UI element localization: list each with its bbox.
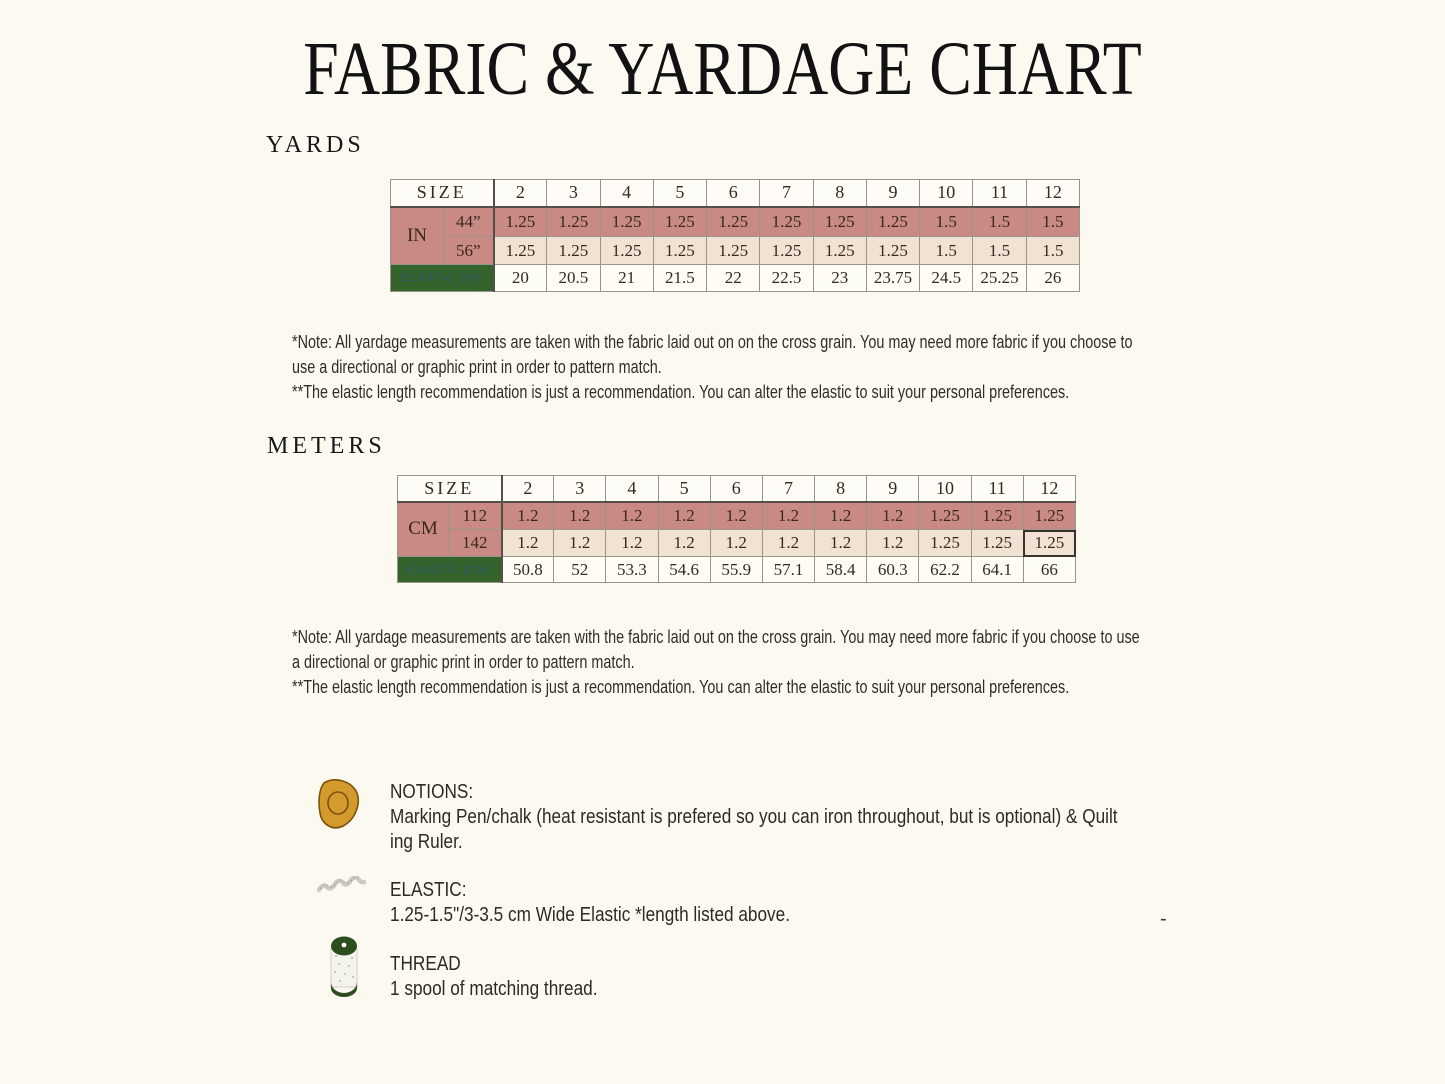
size-col-header: 8 [815,476,867,502]
value-cell: 1.5 [1026,237,1079,265]
elastic-value-cell: 26 [1026,265,1079,292]
size-col-header: 9 [866,180,919,207]
elastic-section [390,878,855,928]
notions-section [390,780,1236,855]
value-cell: 1.25 [653,237,706,265]
elastic-label-cell: ELASTIC (IN) [391,265,494,292]
size-col-header: 4 [600,180,653,207]
unit-cell: CM [398,502,449,557]
elastic-value-cell: 52 [554,557,606,583]
value-cell: 1.25 [494,207,547,237]
value-cell: 1.25 [760,207,813,237]
elastic-value-cell: 64.1 [971,557,1023,583]
elastic-value-cell: 53.3 [606,557,658,583]
value-cell: 1.25 [971,502,1023,530]
thread-spool-icon [326,936,362,1003]
size-col-header: 10 [920,180,973,207]
elastic-value-cell: 22 [707,265,760,292]
meters-elastic-row [398,557,1076,583]
size-col-header: 7 [760,180,813,207]
elastic-strip-icon [316,876,366,903]
meters-header-row [398,476,1076,502]
elastic-value-cell: 57.1 [762,557,814,583]
value-cell: 1.2 [867,502,919,530]
value-cell: 1.5 [920,207,973,237]
elastic-heading: ELASTIC: [390,879,467,901]
notions-heading: NOTIONS: [390,781,474,803]
value-cell: 1.2 [658,530,710,557]
yards-header-row [391,180,1080,207]
width-label-cell: 142 [449,530,502,557]
value-cell: 1.5 [973,237,1026,265]
elastic-value-cell: 50.8 [502,557,554,583]
elastic-value-cell: 24.5 [920,265,973,292]
note-line: use a directional or graphic print in order to pattern match. [292,357,662,377]
value-cell: 1.2 [762,502,814,530]
elastic-value-cell: 20 [494,265,547,292]
value-cell: 1.25 [1023,502,1075,530]
value-cell: 1.2 [710,530,762,557]
value-cell: 1.2 [502,530,554,557]
note-line: *Note: All yardage measurements are taken with the fabric laid out on the cross grain. You may need more fabric if you choose to use [292,627,1140,647]
value-cell: 1.5 [1026,207,1079,237]
stray-dash: - [1160,908,1167,930]
size-col-header: 10 [919,476,971,502]
value-cell: 1.25 [600,237,653,265]
elastic-value-cell: 60.3 [867,557,919,583]
size-col-header: 2 [502,476,554,502]
width-label-cell: 112 [449,502,502,530]
value-cell: 1.25 [547,237,600,265]
meters-table [397,475,1076,583]
elastic-value-cell: 22.5 [760,265,813,292]
yards-56-row [391,237,1080,265]
size-col-header: 11 [973,180,1026,207]
value-cell: 1.2 [658,502,710,530]
elastic-value-cell: 23.75 [866,265,919,292]
thread-heading: THREAD [390,953,461,975]
page-title: FABRIC & YARDAGE CHART [303,27,1142,111]
value-cell: 1.2 [815,502,867,530]
unit-cell: IN [391,207,444,265]
value-cell: 1.25 [653,207,706,237]
value-cell: 1.2 [762,530,814,557]
value-cell: 1.2 [606,530,658,557]
meters-112-row [398,502,1076,530]
elastic-value-cell: 58.4 [815,557,867,583]
size-col-header: 9 [867,476,919,502]
elastic-value-cell: 55.9 [710,557,762,583]
value-cell: 1.25 [919,530,971,557]
size-col-header: 6 [707,180,760,207]
value-cell: 1.25 [600,207,653,237]
value-cell: 1.5 [973,207,1026,237]
thread-section [390,952,631,1002]
value-cell: 1.2 [815,530,867,557]
value-cell: 1.25 [813,207,866,237]
note-line: a directional or graphic print in order to pattern match. [292,652,635,672]
value-cell: 1.25 [760,237,813,265]
value-cell: 1.25 [919,502,971,530]
tailors-chalk-icon [314,776,364,837]
value-cell: 1.2 [502,502,554,530]
thread-line: 1 spool of matching thread. [390,978,598,1000]
elastic-value-cell: 21.5 [653,265,706,292]
yards-elastic-row [391,265,1080,292]
value-cell: 1.25 [494,237,547,265]
size-col-header: 4 [606,476,658,502]
meters-142-row [398,530,1076,557]
elastic-label-cell: ELASTIC (CM) [398,557,502,583]
width-label-cell: 56” [444,237,494,265]
width-label-cell: 44” [444,207,494,237]
yards-heading: YARDS [266,132,365,158]
yards-table [390,179,1080,292]
size-col-header: 3 [547,180,600,207]
size-col-header: 5 [658,476,710,502]
value-cell: 1.25 [813,237,866,265]
value-cell: 1.25 [707,207,760,237]
elastic-value-cell: 21 [600,265,653,292]
yards-44-row [391,207,1080,237]
size-col-header: 3 [554,476,606,502]
value-cell: 1.25 [707,237,760,265]
elastic-value-cell: 66 [1023,557,1075,583]
size-col-header: 8 [813,180,866,207]
notions-line: Marking Pen/chalk (heat resistant is prefered so you can iron throughout, but is optional) & Quilt [390,806,1118,828]
elastic-value-cell: 25.25 [973,265,1026,292]
note-line: **The elastic length recommendation is just a recommendation. You can alter the elastic to suit your personal preferences. [292,677,1070,697]
value-cell: 1.2 [606,502,658,530]
value-cell: 1.2 [554,502,606,530]
elastic-value-cell: 20.5 [547,265,600,292]
yards-notes [292,330,1343,405]
value-cell: 1.5 [920,237,973,265]
value-cell: 1.2 [554,530,606,557]
value-cell: 1.25 [971,530,1023,557]
value-cell: 1.25 [866,237,919,265]
size-header-cell: SIZE [391,180,494,207]
size-col-header: 12 [1026,180,1079,207]
meters-heading: METERS [267,433,386,459]
value-cell: 1.2 [867,530,919,557]
size-col-header: 2 [494,180,547,207]
value-cell: 1.2 [710,502,762,530]
note-line: **The elastic length recommendation is just a recommendation. You can alter the elastic to suit your personal preferences. [292,382,1070,402]
size-col-header: 11 [971,476,1023,502]
size-col-header: 12 [1023,476,1075,502]
value-cell: 1.25 [547,207,600,237]
value-cell: 1.25 [866,207,919,237]
size-col-header: 6 [710,476,762,502]
elastic-line: 1.25-1.5"/3-3.5 cm Wide Elastic *length listed above. [390,904,791,926]
note-line: *Note: All yardage measurements are taken with the fabric laid out on on the cross grain. You may need more fabric if you choose to [292,332,1133,352]
elastic-value-cell: 54.6 [658,557,710,583]
notions-line: ing Ruler. [390,831,463,853]
elastic-value-cell: 62.2 [919,557,971,583]
elastic-value-cell: 23 [813,265,866,292]
value-cell-highlighted: 1.25 [1023,530,1075,557]
meters-notes [292,625,1352,700]
size-col-header: 7 [762,476,814,502]
size-header-cell: SIZE [398,476,502,502]
size-col-header: 5 [653,180,706,207]
